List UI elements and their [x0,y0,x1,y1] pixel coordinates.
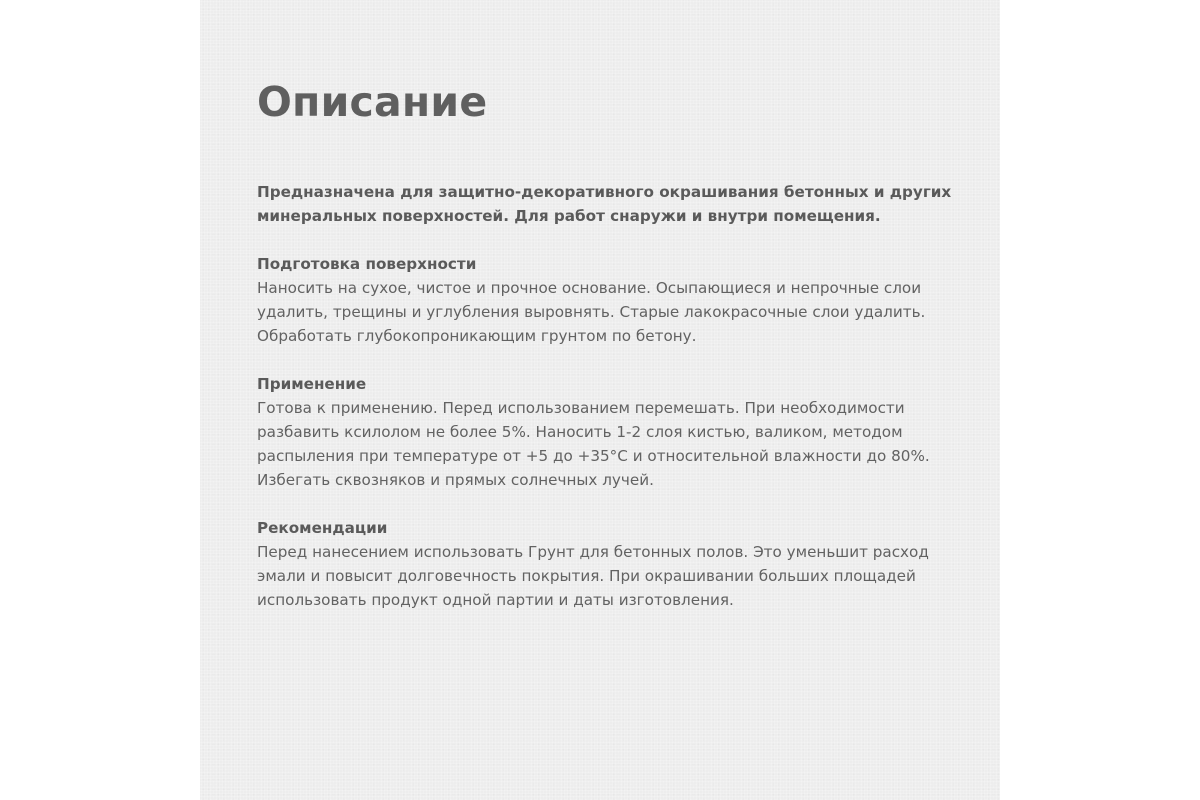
section-text: Перед нанесением использовать Грунт для бетонных полов. Это уменьшит расход эмали и повысит долговечность покрытия. При окрашивании больших площадей использовать продукт одной партии и даты изготовления. [257,543,929,609]
section-heading: Рекомендации [257,519,388,537]
section-text: Наносить на сухое, чистое и прочное основание. Осыпающиеся и непрочные слои удалить, трещины и углубления выровнять. Старые лакокрасочные слои удалить. Обработать глубокопроникающим грунтом по бетону. [257,279,926,345]
section-application [257,372,957,492]
section-surface-preparation [257,252,957,348]
section-recommendations [257,516,957,612]
section-heading: Применение [257,375,367,393]
section-text: Готова к применению. Перед использованием перемешать. При необходимости разбавить ксилолом не более 5%. Наносить 1-2 слоя кистью, валиком, методом распыления при температуре от +5 до +35°С и относительной влажности до 80%. Избегать сквозняков и прямых солнечных лучей. [257,399,930,489]
page-title: Описание [257,78,488,126]
description-card [200,0,1000,800]
lead-paragraph: Предназначена для защитно-декоративного окрашивания бетонных и других минеральных поверхностей. Для работ снаружи и внутри помещения. [257,183,952,225]
section-heading: Подготовка поверхности [257,255,477,273]
description-content [257,76,957,612]
